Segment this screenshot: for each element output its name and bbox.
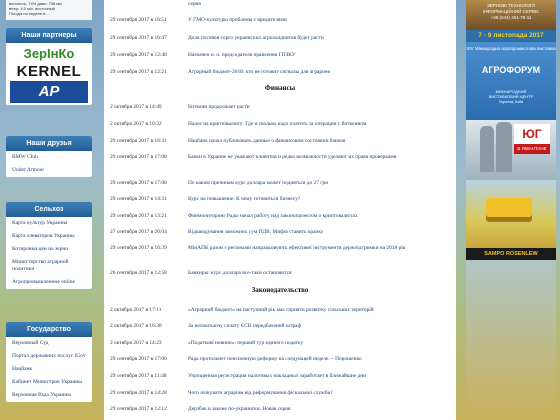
news-title[interactable]: Банкиры: курс доллара все-таки остановится: [188, 270, 292, 276]
state-link[interactable]: Кабинет Министров Украины: [12, 379, 82, 385]
news-date: 29 сентября 2017 в 16:47: [110, 35, 167, 41]
silo-shape: [496, 122, 512, 172]
kernel-logo[interactable]: KERNEL: [16, 63, 82, 80]
state-link[interactable]: Верховная Рада Украины: [12, 392, 72, 398]
news-date: 29 сентября 2017 в 12:21: [110, 69, 167, 75]
agroforum-ad[interactable]: [466, 42, 556, 120]
expo-subtitle: XIV Міжнародна агропромислова виставка: [466, 46, 556, 51]
igr-ad[interactable]: [466, 120, 556, 180]
state-link[interactable]: Нацбанк: [12, 366, 33, 372]
state-title: Государство: [6, 322, 92, 337]
news-title[interactable]: МінАПК разом з регіонами напрацьовують ефективні інструменти держпідтримки на 2018 рік: [188, 245, 406, 251]
combine-ad[interactable]: [466, 180, 556, 248]
ad-banner-top[interactable]: [466, 0, 556, 30]
news-date: 2 октября 2017 в 17:11: [110, 307, 162, 313]
news-title[interactable]: По каким причинам курс доллара может подняться до 27 грн: [188, 180, 329, 186]
weather-widget: [6, 0, 92, 20]
village-link[interactable]: Карта культур Украины: [12, 220, 68, 226]
news-date: 29 сентября 2017 в 17:08: [110, 154, 167, 160]
left-sidebar: [0, 0, 96, 420]
sampo-rosenlew-banner[interactable]: SAMPO ROSENLEW: [466, 248, 556, 260]
ad-top-line-1: ЗЕРНОВІ ТЕХНОЛОГІЇ: [487, 3, 535, 8]
news-title[interactable]: Чого очікувати аграріям від реформування фіскальної служби?: [188, 390, 333, 396]
village-title: Сельхоз: [6, 202, 92, 217]
news-date: 2 октября 2017 в 14:49: [110, 104, 162, 110]
partners-title: Наши партнеры: [6, 28, 92, 43]
igr-logo: ЮГ: [514, 124, 550, 144]
weather-line-1: вологість: 74% давл: 758 мм: [9, 1, 62, 6]
igr-subtitle: В ЯМАНТАНЕ: [514, 144, 550, 154]
news-title[interactable]: Курс на повышение. К чему готовиться бизнесу?: [188, 196, 301, 202]
news-title[interactable]: Дерзбак в законе по-украински. Новая серия: [188, 406, 291, 412]
section-law-title: Законодательство: [251, 286, 309, 294]
news-title[interactable]: Аграрный бюджет-2018: кто не готовит сигналы для аграриев: [188, 69, 330, 75]
village-link[interactable]: Карта элеваторов Украины: [12, 233, 75, 239]
news-date: 29 сентября 2017 в 17:08: [110, 180, 167, 186]
news-title[interactable]: Биткоин продолжает расти: [188, 104, 250, 110]
news-title[interactable]: серия: [188, 1, 201, 7]
ad-top-line-3: +38 (044) 461-78-11: [490, 15, 532, 20]
news-date: 29 сентября 2017 в 17:06: [110, 356, 167, 362]
news-date: 29 сентября 2017 в 16:51: [110, 17, 167, 23]
weather-line-3[interactable]: Погода на неделе в...: [9, 11, 49, 16]
news-title[interactable]: «Податкові новини»: перший тур единого податку: [188, 340, 304, 346]
news-title[interactable]: Назначен и. о. председателя правления ГПЗКУ: [188, 52, 296, 58]
state-link[interactable]: Портал державних послуг iGov: [12, 353, 86, 359]
news-title[interactable]: За несвоєчасну сплату ЄСВ передбачений штраф: [188, 323, 302, 329]
friend-link[interactable]: BMW Club: [12, 154, 38, 160]
right-ad-column: [462, 0, 560, 420]
expo-venue-2: ВИСТАВКОВИЙ ЦЕНТР: [488, 94, 534, 99]
news-date: 27 сентября 2017 в 20:04: [110, 229, 167, 235]
news-date: 29 сентября 2017 в 16:31: [110, 138, 167, 144]
news-date: 29 сентября 2017 в 12:12: [110, 406, 167, 412]
news-title[interactable]: Упрощенная регистрация налоговых накладных заработает в ближайшие дни: [188, 373, 367, 379]
village-link[interactable]: Агропромышленное online: [12, 279, 75, 285]
expo-venue-3: Україна, Київ: [498, 99, 524, 104]
news-title[interactable]: Налог на криптовалюту: Где и сколько надо платить за операции с биткоином: [188, 121, 367, 127]
agroforum-title: АГРОФОРУМ: [481, 65, 541, 75]
friends-box: [6, 136, 92, 177]
friend-link[interactable]: Under Armour: [12, 167, 45, 173]
news-date: 29 сентября 2017 в 12:48: [110, 52, 167, 58]
ad-top-line-2: ІНФОРМАЦІЙНИЙ СЕРВІС: [482, 9, 540, 14]
state-box: [6, 322, 92, 402]
news-title[interactable]: «Аграрний бюджет» на наступний рік має сприяти розвитку сільських територій: [188, 307, 374, 313]
weather-line-2: вітер: 4.0 м/с, восточный: [9, 6, 55, 11]
news-date: 29 сентября 2017 в 16:39: [110, 245, 167, 251]
news-date: 26 сентября 2017 в 12:58: [110, 270, 167, 276]
news-date: 29 сентября 2017 в 11:48: [110, 373, 167, 379]
silo-shape: [480, 126, 494, 172]
news-date: 29 сентября 2017 в 13:21: [110, 213, 167, 219]
news-title[interactable]: Нацбанк начал публиковать данные о финансовом состоянии банков: [188, 138, 346, 144]
ad-banner-bottom[interactable]: [466, 260, 556, 420]
partners-box: [6, 28, 92, 105]
expo-dates[interactable]: 7 - 9 листопада 2017: [466, 30, 556, 42]
state-link[interactable]: Верховный Суд: [12, 340, 49, 346]
news-date: 29 сентября 2017 в 14:28: [110, 390, 167, 396]
zerinko-logo[interactable]: ЗерІнКо: [23, 46, 75, 61]
expo-venue-1: МІЖНАРОДНИЙ: [495, 89, 527, 94]
village-link[interactable]: Министерство аграрной политики: [12, 259, 69, 272]
news-column: [104, 0, 456, 420]
news-date: 2 октября 2017 в 16:30: [110, 323, 162, 329]
ap-logo[interactable]: AP: [10, 81, 88, 103]
news-date: 2 октября 2017 в 10:32: [110, 121, 162, 127]
combine-harvester-icon: [486, 198, 532, 222]
news-title[interactable]: Финмониторинг Рады начал работу над законопроектом о криптовалютах: [188, 213, 358, 219]
friends-title: Наши друзья: [6, 136, 92, 151]
news-title[interactable]: Відшкодування заможних сум ПДВ: Мифія ставить крапку: [188, 229, 324, 235]
news-date: 2 октября 2017 в 14:23: [110, 340, 162, 346]
news-title[interactable]: У ГМО-культуры проблемы с вредителями: [188, 17, 287, 23]
village-link[interactable]: Котировки цен на зерно: [12, 246, 69, 252]
news-date: 29 сентября 2017 в 14:31: [110, 196, 167, 202]
village-box: [6, 202, 92, 289]
news-title[interactable]: Банки в Украине не уважают клиентов и редко возможности уделяют их права проверками: [188, 154, 397, 160]
news-title[interactable]: Рада протолкнет пенсионную реформу на следующей неделе. – Порошенко: [188, 356, 362, 362]
news-title[interactable]: Доля посевов сорго украинских агрохолдингов будет расти: [188, 35, 324, 41]
section-finance-title: Финансы: [264, 84, 296, 92]
